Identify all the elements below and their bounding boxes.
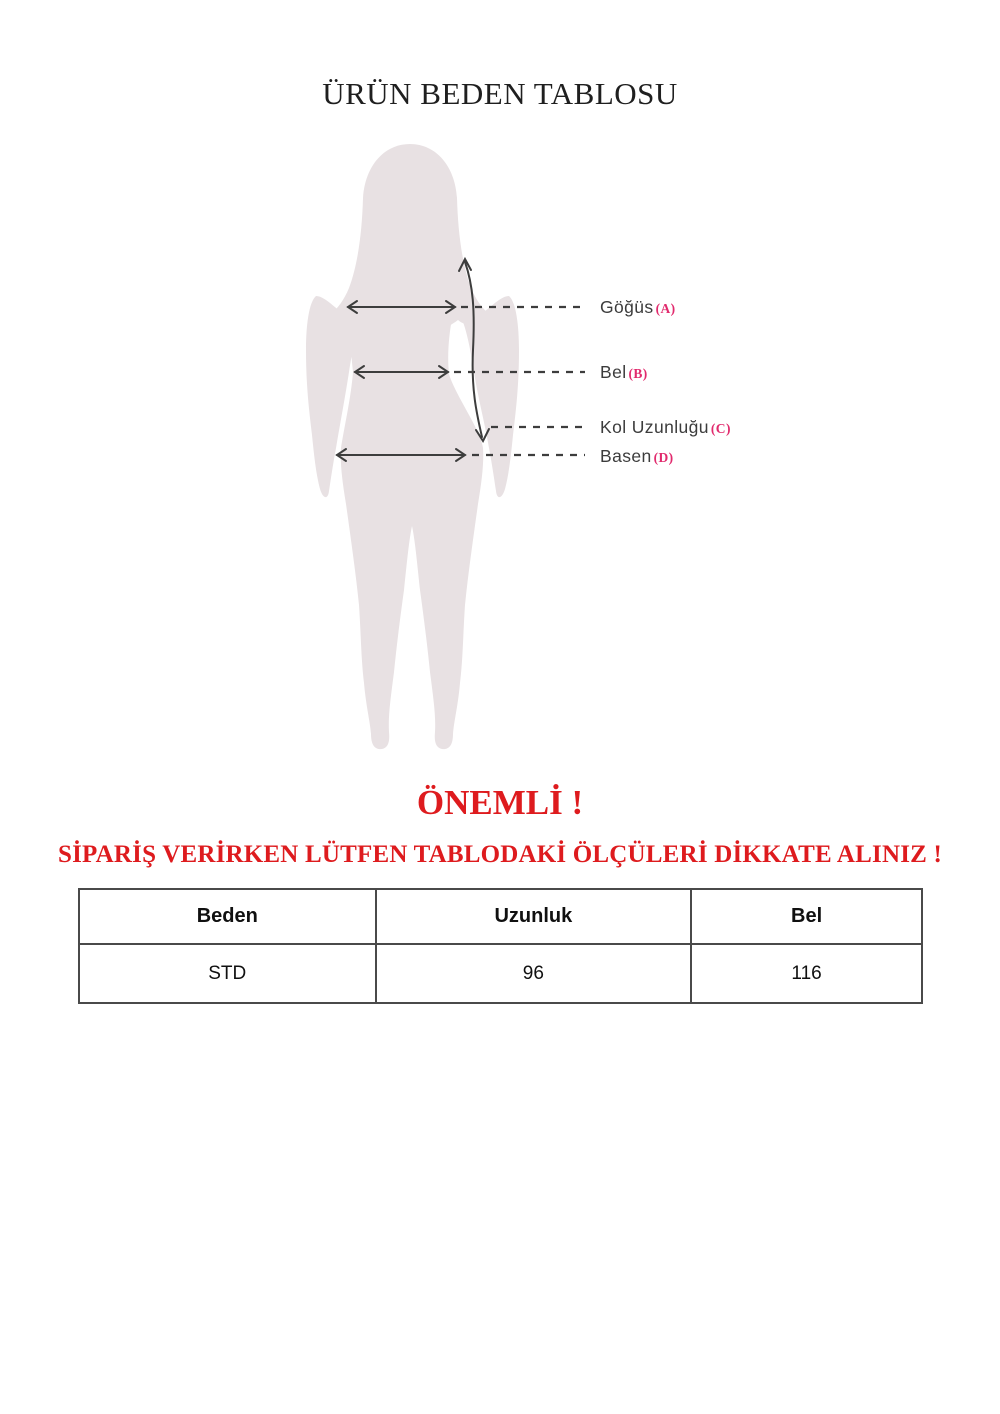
size-table-header-bel: Bel: [691, 889, 922, 944]
size-table-row: [79, 944, 922, 1003]
measurement-name: Basen: [600, 446, 652, 466]
measurement-name: Göğüs: [600, 297, 654, 317]
measurement-key: (A): [655, 301, 676, 316]
size-table: [78, 888, 923, 1004]
measurement-label-chest: [600, 297, 676, 319]
size-value-beden: STD: [79, 944, 376, 1003]
measurement-name: Bel: [600, 362, 627, 382]
body-silhouette-graphic: [295, 140, 590, 760]
measurement-name: Kol Uzunluğu: [600, 417, 709, 437]
measurement-label-hip: [600, 446, 674, 468]
size-table-header-beden: Beden: [79, 889, 376, 944]
measurement-label-sleeve: [600, 417, 731, 439]
measurement-key: (C): [710, 421, 731, 436]
size-value-bel: 116: [691, 944, 922, 1003]
size-table-header-uzunluk: Uzunluk: [376, 889, 692, 944]
measurement-label-waist: [600, 362, 648, 384]
warning-message: SİPARİŞ VERİRKEN LÜTFEN TABLODAKİ ÖLÇÜLERİ DİKKATE ALINIZ !: [58, 841, 942, 868]
size-table-header-row: [79, 889, 922, 944]
measurement-key: (B): [628, 366, 648, 381]
size-value-uzunluk: 96: [376, 944, 692, 1003]
measurement-key: (D): [653, 450, 674, 465]
page-title: ÜRÜN BEDEN TABLOSU: [322, 76, 678, 111]
important-heading: ÖNEMLİ !: [416, 783, 584, 822]
body-silhouette: [341, 291, 484, 749]
